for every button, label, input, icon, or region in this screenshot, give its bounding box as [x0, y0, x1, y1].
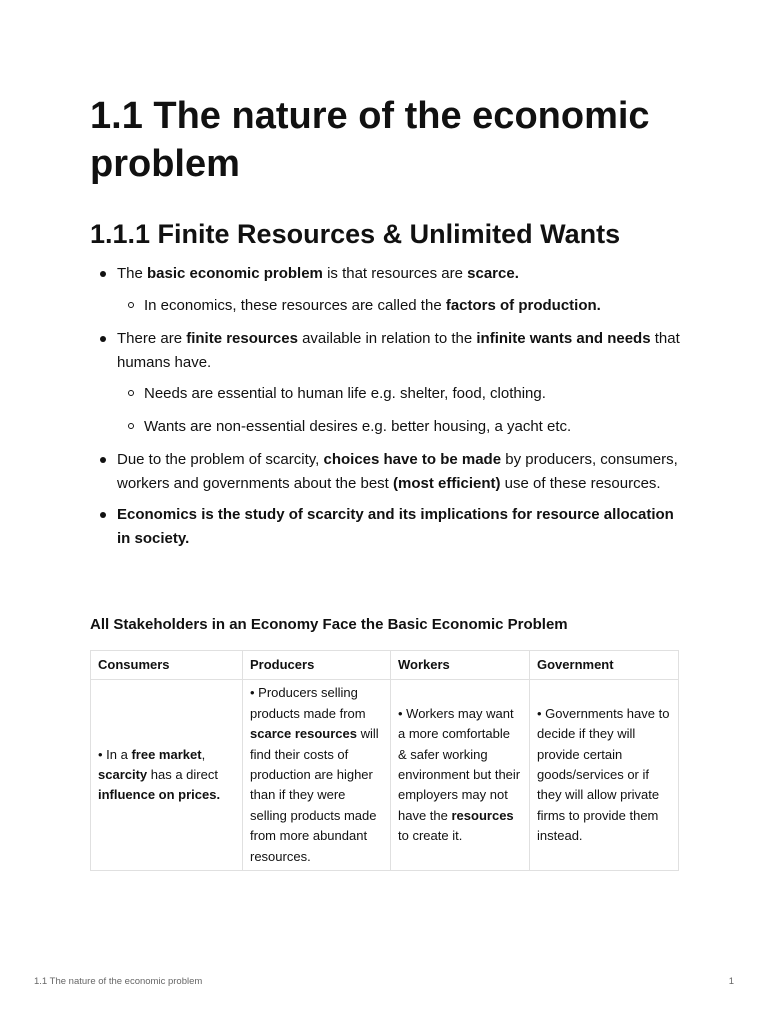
bold-text: basic economic problem: [147, 265, 323, 282]
text: available in relation to the: [297, 330, 477, 347]
sub-bullet-factors: [117, 294, 680, 318]
text: has a direct: [147, 767, 218, 783]
cell-government: • Governments have to decide if they will provide certain goods/services or if they will allow private firms to provide them instead.: [530, 680, 679, 871]
sub-bullet-wants: Wants are non-essential desires e.g. better housing, a yacht etc.: [117, 415, 680, 439]
text: is that resources are: [322, 265, 468, 282]
bullet-definition: Economics is the study of scarcity and its implications for resource allocation in society.: [90, 503, 680, 550]
text: use of these resources.: [500, 474, 661, 492]
text: will find their costs of production are higher than if they were selling products made from more abundant resources.: [250, 726, 379, 864]
bold-text: finite resources: [186, 330, 298, 347]
bold-text: resources: [451, 807, 514, 823]
sub-bullet-list: [117, 382, 680, 438]
stakeholders-table: [90, 650, 679, 871]
section-title: 1.1.1 Finite Resources & Unlimited Wants: [90, 219, 621, 249]
text: There are: [117, 330, 187, 347]
text: • Workers may want a more comfortable & safer working environment but their employers may not have the: [398, 705, 521, 823]
table-header-row: [91, 651, 679, 680]
bullet-choices: [90, 448, 680, 495]
bullet-finite-resources: [90, 327, 680, 438]
table-row: [91, 680, 679, 871]
bold-text: (most efficient): [393, 474, 501, 492]
text: In economics, these resources are called the: [144, 296, 446, 314]
text: by producers, consumers, workers and governments about the best: [117, 451, 678, 492]
text: Due to the problem of scarcity,: [117, 451, 324, 468]
header-producers: Producers: [243, 651, 391, 680]
bold-text: free market: [131, 746, 202, 762]
text: • In a: [98, 746, 132, 762]
bold-text: factors of production.: [445, 296, 601, 314]
sub-bullet-needs: Needs are essential to human life e.g. shelter, food, clothing.: [117, 382, 680, 406]
header-consumers: Consumers: [91, 651, 243, 680]
bold-text: scarce resources: [250, 726, 357, 742]
cell-producers: [243, 680, 391, 871]
text: that humans have.: [117, 330, 680, 371]
header-government: Government: [530, 651, 679, 680]
sub-bullet-list: [117, 294, 680, 318]
bold-text: scarcity: [98, 767, 148, 783]
page-number: 1: [728, 976, 734, 987]
bold-text: choices have to be made: [323, 451, 502, 468]
bold-text: infinite wants and needs: [476, 330, 651, 347]
page-title: 1.1 The nature of the economic problem: [90, 95, 650, 185]
text: • Producers selling products made from: [250, 685, 366, 721]
cell-workers: [391, 680, 530, 871]
cell-consumers: [91, 680, 243, 871]
bold-text: scarce.: [467, 265, 519, 282]
bullet-list: [90, 262, 680, 558]
text: The: [117, 265, 148, 282]
text: to create it.: [398, 828, 463, 844]
text: ,: [201, 746, 206, 762]
bold-text: influence on prices.: [98, 787, 221, 803]
footer-title: 1.1 The nature of the economic problem: [34, 976, 203, 987]
table-heading: All Stakeholders in an Economy Face the Basic Economic Problem: [90, 616, 568, 633]
bullet-basic-problem: [90, 262, 680, 317]
header-workers: Workers: [391, 651, 530, 680]
